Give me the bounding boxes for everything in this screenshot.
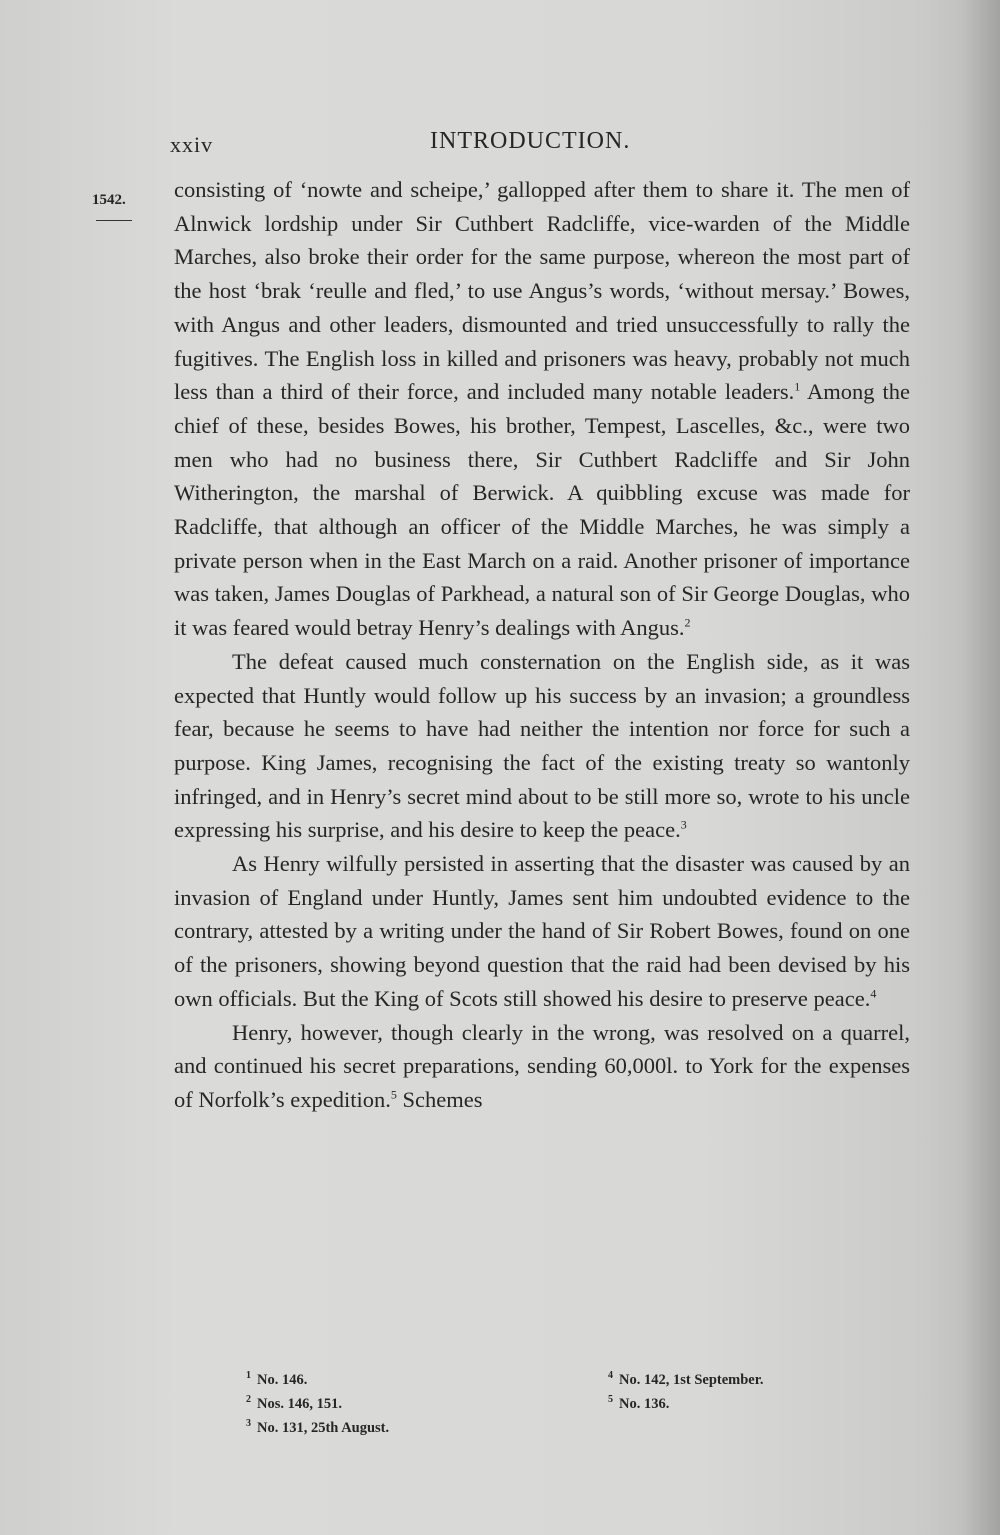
footnote-text: No. 131, 25th August. — [257, 1419, 390, 1436]
paragraph — [174, 1016, 910, 1117]
footnote-reference[interactable]: 3 — [680, 817, 687, 832]
footnote-number: 5 — [608, 1393, 613, 1405]
footnote-reference[interactable]: 2 — [684, 615, 691, 630]
paragraph-text: Schemes — [396, 1086, 483, 1112]
footnote-text: Nos. 146, 151. — [257, 1395, 342, 1412]
running-head — [0, 124, 1000, 164]
footnote-text: No. 142, 1st September. — [619, 1371, 764, 1388]
footnote — [608, 1366, 763, 1390]
footnote-text: No. 146. — [257, 1371, 308, 1388]
paragraph-text: Henry, however, though clearly in the wrong, was resolved on a quarrel, and continued his secret preparations, sending 60,000l. to York for the expenses of Norfolk’s expedition. — [174, 1019, 910, 1112]
footnote — [246, 1390, 389, 1414]
footnote-number: 1 — [246, 1370, 251, 1381]
footnote-reference[interactable]: 1 — [794, 379, 801, 394]
footnote-reference[interactable]: 4 — [870, 986, 877, 1001]
paragraph-text: consisting of ‘nowte and scheipe,’ gallopped after them to share it. The men of Alnwick lordship under Sir Cuthbert Radcliffe, vice-warden of the Middle Marches, also broke their order for the same purpose, whereon the most part of the host ‘brak ‘reulle and fled,’ to use Angus’s words, ‘without mersay.’ Bowes, with Angus and other leaders, dismounted and tried unsuccessfully to rally the fugitives. The English loss in killed and prisoners was heavy, probably not much less than a third of their force, and included many notable leaders. — [174, 177, 910, 405]
footnote-number: 3 — [246, 1417, 251, 1429]
footnote-number: 4 — [608, 1370, 613, 1381]
margin-year-note: 1542. — [92, 192, 126, 208]
footnote — [246, 1414, 389, 1438]
page-number: xxiv — [170, 132, 214, 157]
footnote-number: 2 — [246, 1393, 251, 1405]
paragraph — [174, 645, 910, 847]
footnote — [246, 1366, 389, 1390]
margin-rule — [96, 220, 132, 221]
footnotes-left-column — [246, 1366, 389, 1437]
page-edge-shadow — [960, 0, 1000, 1535]
paragraph — [174, 173, 910, 645]
footnote-reference[interactable]: 5 — [390, 1087, 397, 1102]
paragraph-text: The defeat caused much consternation on the English side, as it was expected that Huntly would follow up his success by an invasion; a groundless fear, because he seems to have had neither the intention nor force for such a purpose. King James, recognising the fact of the existing treaty so wantonly infringed, and in Henry’s secret mind about to be still more so, wrote to his uncle expressing his surprise, and his desire to keep the peace. — [174, 648, 910, 843]
footnotes-right-column — [608, 1366, 763, 1414]
page-title: INTRODUCTION. — [430, 128, 631, 154]
paragraph-text: As Henry wilfully persisted in asserting that the disaster was caused by an invasion of England under Huntly, James sent him undoubted evidence to the contrary, attested by a writing under the hand of Sir Robert Bowes, found on one of the prisoners, showing beyond question that the raid had been devised by his own officials. But the King of Scots still showed his desire to preserve peace. — [174, 851, 910, 1011]
paragraph-text: Among the chief of these, besides Bowes, his brother, Tempest, Lascelles, &c., were two men who had no business there, Sir Cuthbert Radcliffe and Sir John Witherington, the marshal of Berwick. A quibbling excuse was made for Radcliffe, that although an officer of the Middle Marches, he was simply a private person when in the East March on a raid. Another prisoner of importance was taken, James Douglas of Parkhead, a natural son of Sir George Douglas, who it was feared would betray Henry’s dealings with Angus. — [174, 379, 910, 641]
footnote — [608, 1390, 763, 1414]
footnote-text: No. 136. — [619, 1395, 670, 1412]
paragraph — [174, 847, 910, 1016]
body-text — [174, 173, 910, 1117]
